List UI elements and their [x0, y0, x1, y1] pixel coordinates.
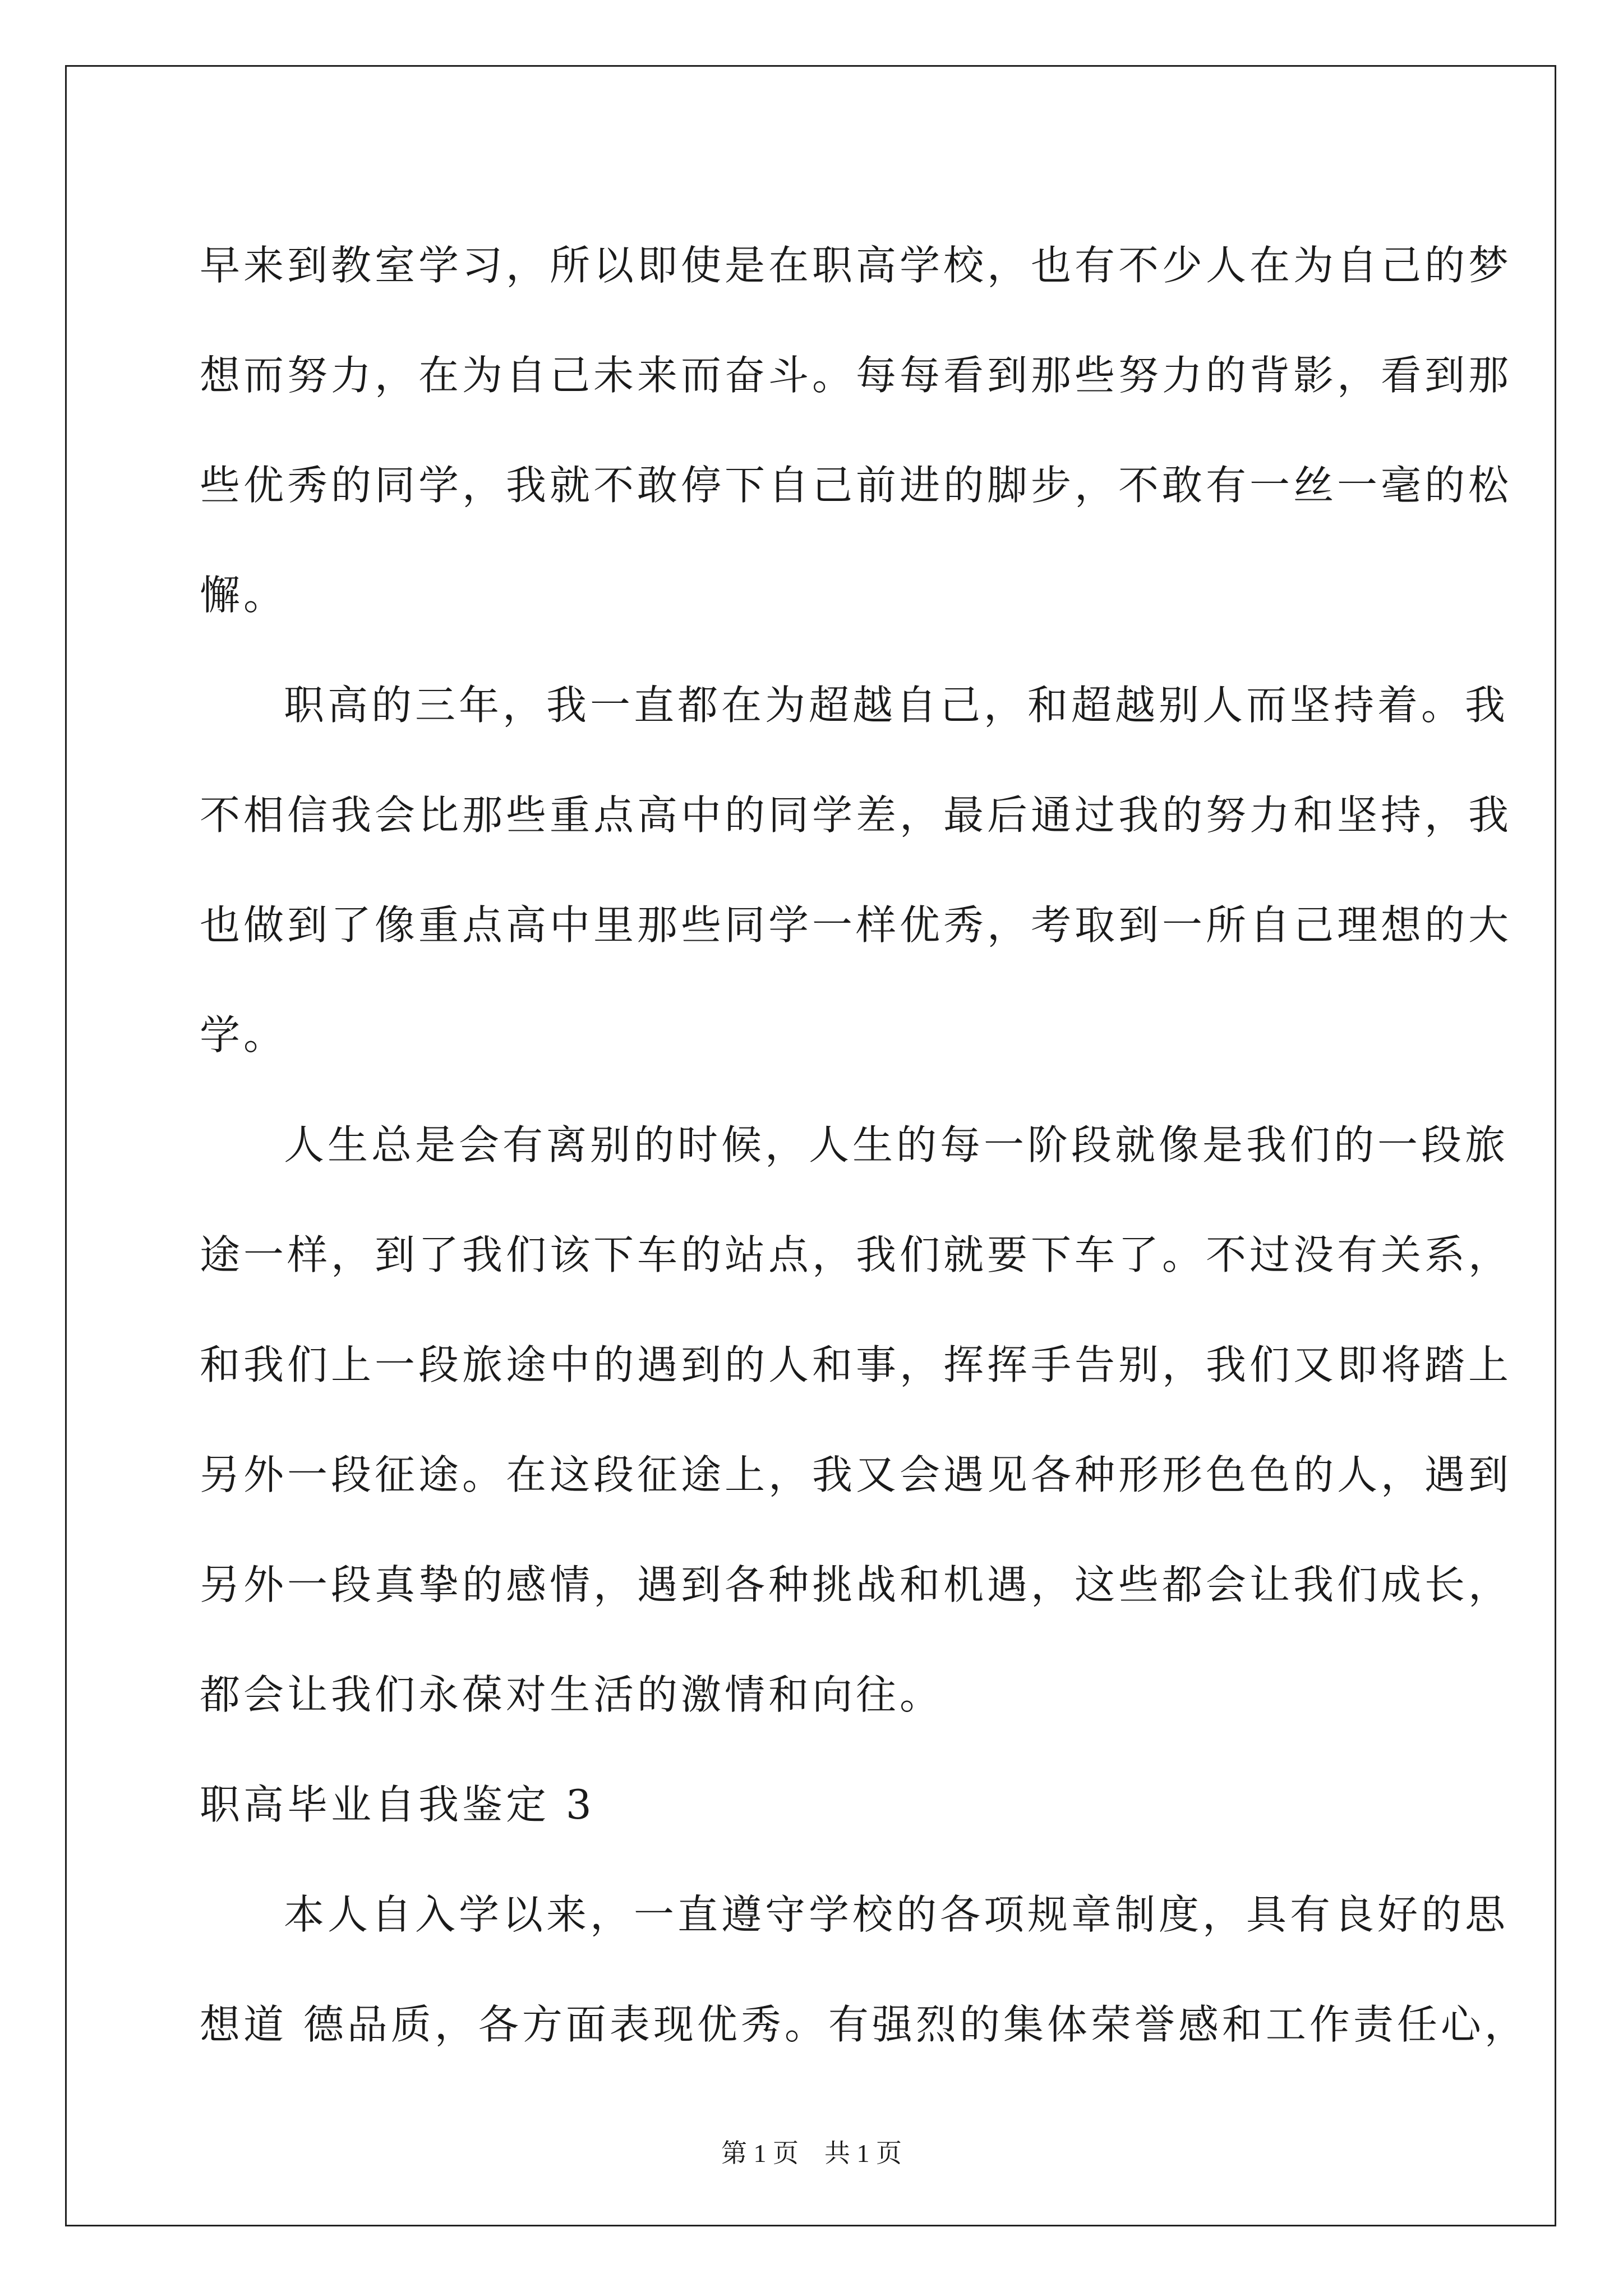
paragraph-first-line: 本人自入学以来，一直遵守学校的各项规章制度，具有良好的思: [284, 1891, 1509, 1938]
text-line: 不相信我会比那些重点高中的同学差，最后通过我的努力和坚持，我: [200, 792, 1513, 839]
text-line: 和我们上一段旅途中的遇到的人和事，挥挥手告别，我们又即将踏上: [200, 1341, 1513, 1388]
text-line: 也做到了像重点高中里那些同学一样优秀，考取到一所自己理想的大: [200, 901, 1513, 949]
paragraph-first-line: 人生总是会有离别的时候，人生的每一阶段就像是我们的一段旅: [284, 1121, 1509, 1168]
text-line: 些优秀的同学，我就不敢停下自己前进的脚步，不敢有一丝一毫的松: [200, 462, 1513, 509]
text-line: 学。: [200, 1011, 288, 1059]
page-footer: [0, 2133, 1623, 2170]
section-heading: 职高毕业自我鉴定 3: [200, 1781, 595, 1828]
text-line: 想而努力，在为自己未来而奋斗。每每看到那些努力的背影，看到那: [200, 352, 1513, 399]
text-line: 懈。: [200, 572, 288, 619]
page-total: 共 1 页: [824, 2139, 902, 2168]
document-body: [200, 210, 1528, 2079]
text-line: 想道 德品质，各方面表现优秀。有强烈的集体荣誉感和工作责任心，: [200, 2001, 1528, 2048]
text-line: 途一样，到了我们该下车的站点，我们就要下车了。不过没有关系，: [200, 1231, 1513, 1278]
text-line: 早来到教室学习，所以即使是在职高学校，也有不少人在为自己的梦: [200, 242, 1513, 289]
paragraph-first-line: 职高的三年，我一直都在为超越自己，和超越别人而坚持着。我: [284, 682, 1509, 729]
text-line: 另外一段真挚的感情，遇到各种挑战和机遇，这些都会让我们成长，: [200, 1561, 1513, 1608]
page-number: 第 1 页: [721, 2139, 799, 2168]
text-line: 都会让我们永葆对生活的激情和向往。: [200, 1671, 944, 1718]
text-line: 另外一段征途。在这段征途上，我又会遇见各种形形色色的人，遇到: [200, 1451, 1513, 1498]
